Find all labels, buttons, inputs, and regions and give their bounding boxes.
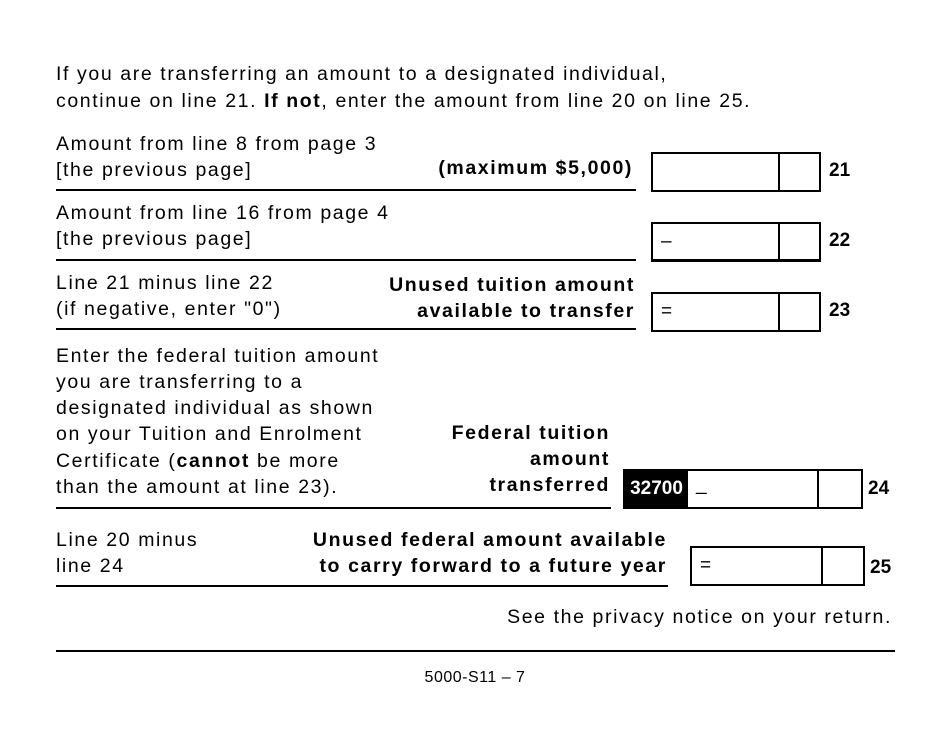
line25-amount-field[interactable]: [690, 546, 865, 586]
line24-divider: [56, 507, 611, 509]
cents-divider: [778, 294, 780, 330]
line23-bold-2: available to transfer: [417, 300, 635, 322]
line24-desc-1: Enter the federal tuition amount: [56, 345, 380, 367]
line22-desc-2: [the previous page]: [56, 228, 253, 250]
line24-desc-6: than the amount at line 23).: [56, 476, 339, 498]
desc-bold-text: cannot: [176, 450, 251, 472]
line24-desc-2: you are transferring to a: [56, 371, 304, 393]
line25-divider: [56, 585, 668, 587]
line-number-23: 23: [829, 300, 851, 321]
line-number-25: 25: [870, 557, 892, 578]
line22-divider: [56, 259, 636, 261]
intro-text: continue on line 21.: [56, 90, 265, 112]
intro-line-2: [56, 88, 751, 114]
line24-bold-2: amount: [529, 448, 610, 470]
line22-amount-field[interactable]: [651, 222, 821, 262]
line23-bold-1: Unused tuition amount: [389, 274, 635, 296]
line25-bold-2: to carry forward to a future year: [319, 555, 667, 577]
cents-divider: [778, 154, 780, 190]
form-page-footer: 5000-S11 – 7: [424, 669, 526, 686]
intro-text-end: , enter the amount from line 20 on line 25.: [321, 90, 752, 112]
line21-divider: [56, 189, 636, 191]
desc-text-end: be more: [250, 450, 340, 472]
line-number-24: 24: [868, 478, 890, 499]
line21-maximum-label: (maximum $5,000): [438, 157, 633, 179]
cents-divider: [778, 224, 780, 259]
line23-desc-1: Line 21 minus line 22: [56, 272, 274, 294]
line24-amount-field[interactable]: [688, 469, 863, 509]
line-number-21: 21: [829, 160, 851, 181]
intro-line-1: If you are transferring an amount to a designated individual,: [56, 63, 668, 85]
footer-divider: [56, 650, 895, 652]
line21-desc-1: Amount from line 8 from page 3: [56, 133, 378, 155]
cents-divider: [821, 548, 823, 584]
line24-desc-3: designated individual as shown: [56, 397, 374, 419]
line21-amount-field[interactable]: [651, 152, 821, 192]
equals-symbol: =: [700, 555, 712, 576]
line25-desc-2: line 24: [56, 555, 125, 577]
line23-desc-2: (if negative, enter "0"): [56, 298, 282, 320]
cents-divider: [817, 471, 819, 507]
line23-divider: [56, 328, 636, 330]
privacy-notice: See the privacy notice on your return.: [507, 606, 892, 628]
line23-amount-field[interactable]: [651, 292, 821, 332]
line22-desc-1: Amount from line 16 from page 4: [56, 202, 390, 224]
minus-symbol: _: [696, 474, 707, 496]
field-code-badge: 32700: [623, 469, 690, 509]
line24-bold-3: transferred: [489, 474, 610, 496]
line24-bold-1: Federal tuition: [451, 422, 610, 444]
line24-desc-4: on your Tuition and Enrolment: [56, 423, 363, 445]
equals-symbol: =: [661, 301, 673, 322]
line21-desc-2: [the previous page]: [56, 159, 253, 181]
line-number-22: 22: [829, 230, 851, 251]
line25-desc-1: Line 20 minus: [56, 529, 199, 551]
line24-desc-5: [56, 448, 340, 474]
desc-text: Certificate (: [56, 450, 177, 472]
line25-bold-1: Unused federal amount available: [312, 529, 667, 551]
minus-symbol: –: [661, 230, 672, 252]
intro-bold-text: If not: [264, 90, 322, 112]
